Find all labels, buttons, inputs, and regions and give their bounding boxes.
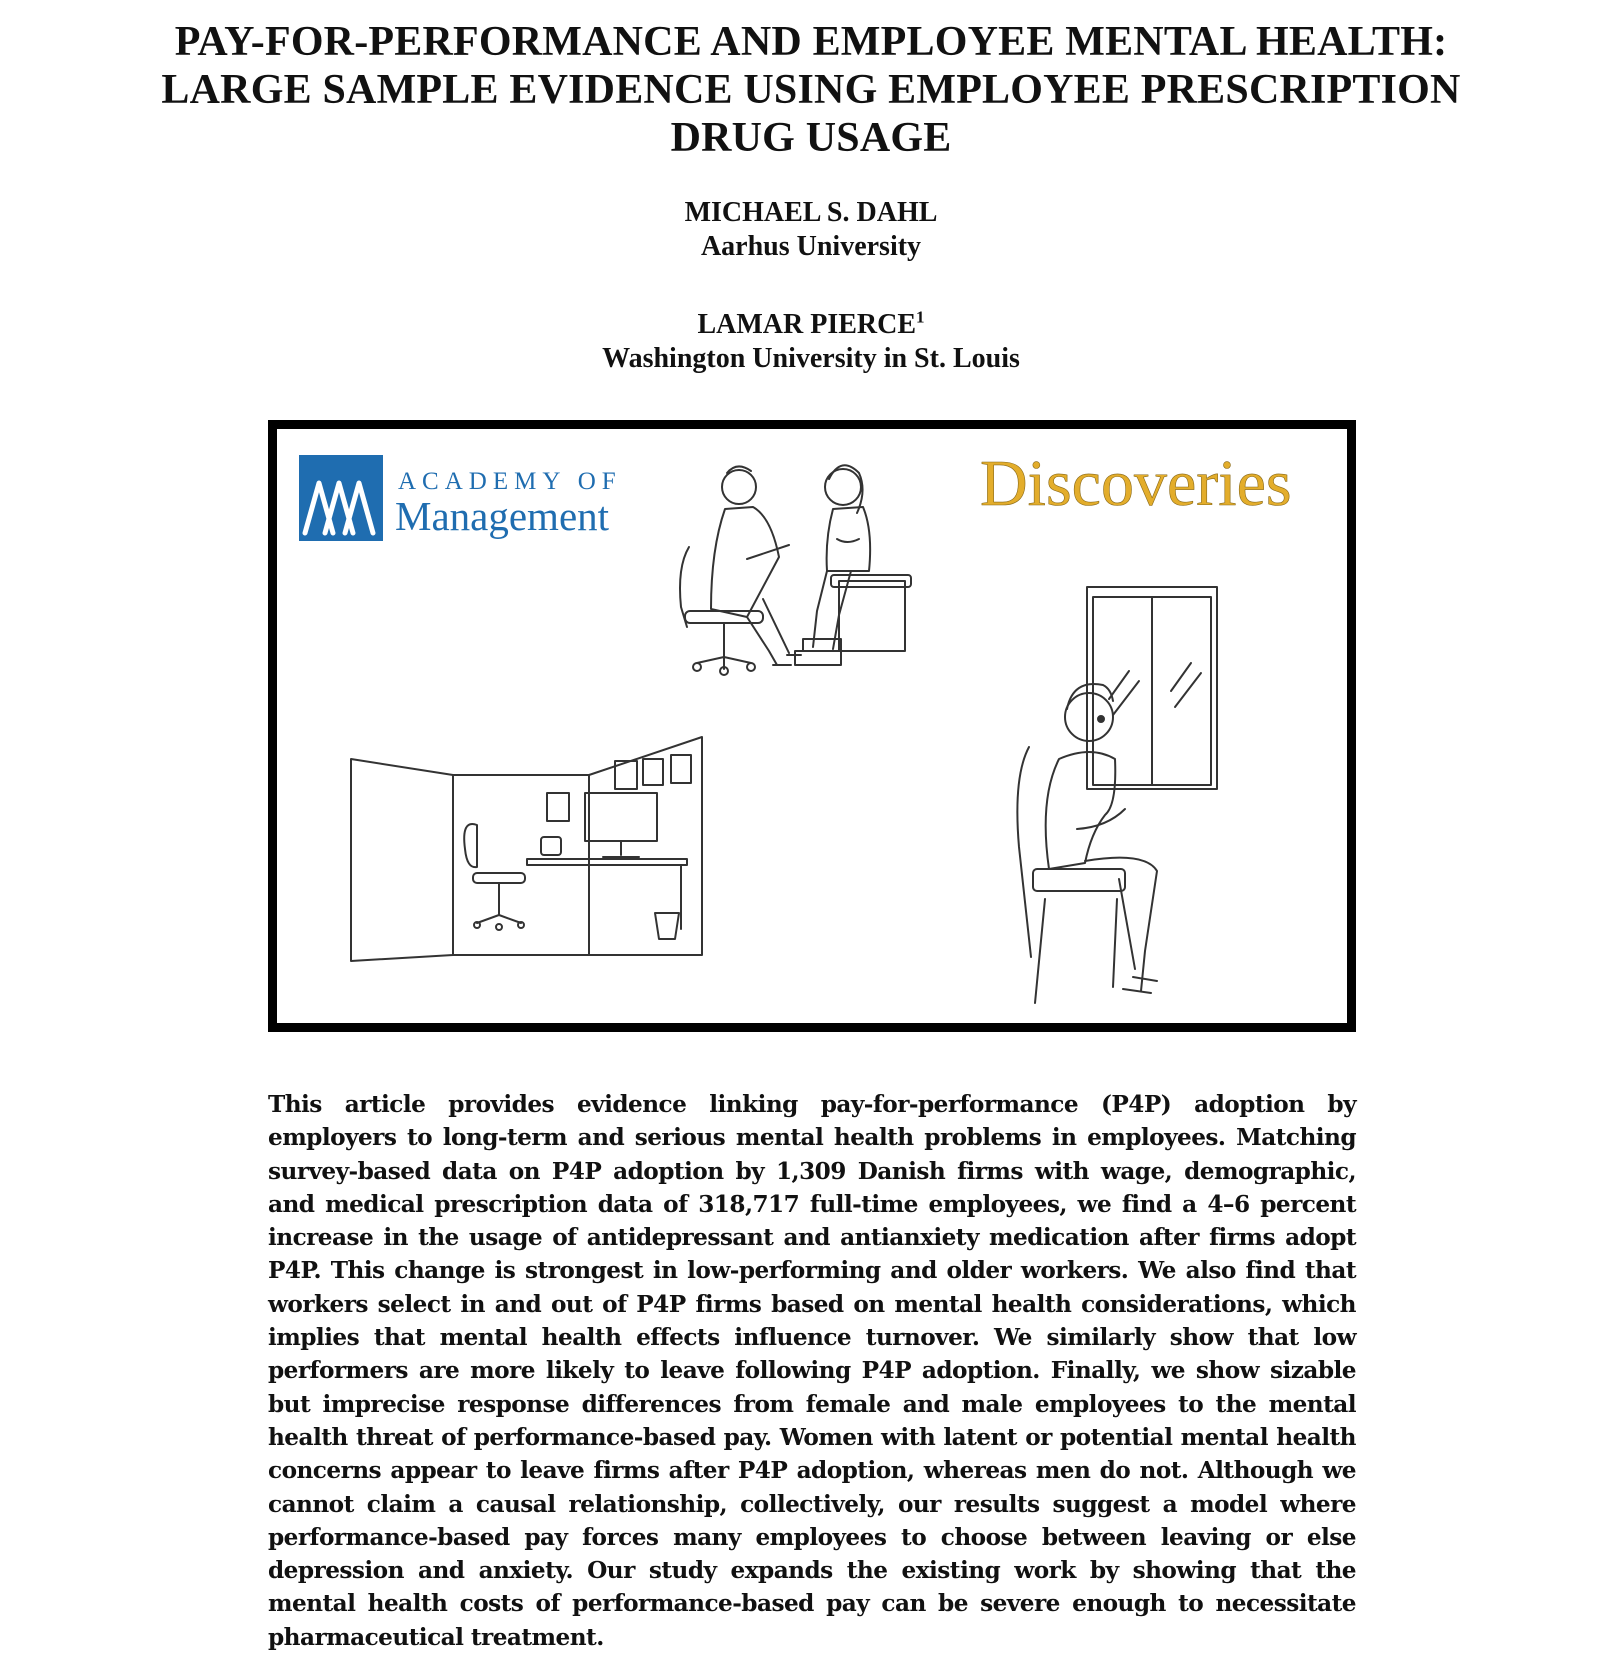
journal-wordmark: Discoveries bbox=[980, 447, 1292, 520]
author-affiliation: Washington University in St. Louis bbox=[602, 343, 1020, 374]
title-line-2: LARGE SAMPLE EVIDENCE USING EMPLOYEE PRESCRIPTION bbox=[161, 67, 1461, 113]
aom-logo bbox=[299, 455, 622, 541]
author-footnote-marker: 1 bbox=[916, 307, 925, 327]
doctor-patient-illustration bbox=[680, 465, 911, 675]
author-name: LAMAR PIERCE bbox=[697, 309, 917, 340]
title-line-1: PAY-FOR-PERFORMANCE AND EMPLOYEE MENTAL HEALTH: bbox=[174, 19, 1448, 65]
abstract-text: This article provides evidence linking pay-for-performance (P4P) adoption by employers to long-term and serious mental health problems in employees. Matching survey-based data on P4P adoption by 1,309 Danish firms with wage, demographic, and medical prescription data of 318,717 full-time employees, we find a 4–6 percent increase in the usage of antidepressant and antianxiety medication after firms adopt P4P. This change is strongest in low-performing and older workers. We also find that workers select in and out of P4P firms based on mental health considerations, which implies that mental health effects influence turnover. We similarly show that low performers are more likely to leave following P4P adoption. Finally, we show sizable but imprecise response differences from female and male employees to the mental health threat of performance-based pay. Women with latent or potential mental health concerns appear to leave firms after P4P adoption, whereas men do not. Although we cannot claim a causal relationship, collectively, our results suggest a model where performance-based pay forces many employees to choose between leaving or else depression and anxiety. Our study expands the existing work by showing that the mental health costs of performance-based pay can be severe enough to necessitate pharmaceutical treatment. bbox=[268, 1091, 1356, 1651]
figure-illustration bbox=[277, 429, 1347, 1023]
aom-logo-line1: ACADEMY OF bbox=[398, 468, 622, 495]
aom-logo-line2: Management bbox=[395, 493, 610, 539]
author-name-line bbox=[0, 308, 1622, 342]
paper-title bbox=[0, 18, 1622, 162]
title-line-3: DRUG USAGE bbox=[670, 115, 952, 161]
author-block-2 bbox=[0, 308, 1622, 376]
office-cubicle-illustration bbox=[351, 737, 702, 961]
author-affiliation: Aarhus University bbox=[700, 231, 922, 262]
author-block-1 bbox=[0, 196, 1622, 264]
author-name: MICHAEL S. DAHL bbox=[684, 197, 938, 228]
graphical-abstract-figure bbox=[268, 420, 1356, 1032]
